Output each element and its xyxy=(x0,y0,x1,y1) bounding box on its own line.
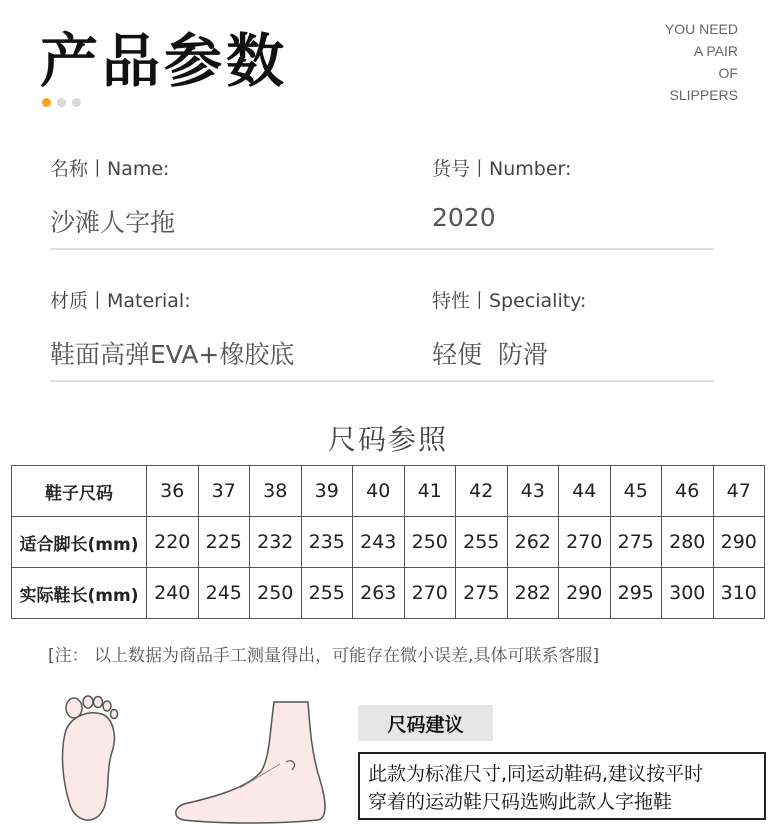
table-cell: 225 xyxy=(198,517,250,568)
foot-side-icon xyxy=(170,700,330,825)
speciality-field xyxy=(432,286,586,371)
material-value: 鞋面高弹EVA+橡胶底 xyxy=(50,340,295,369)
table-row xyxy=(12,517,765,568)
table-cell: 300 xyxy=(662,568,714,619)
table-cell: 232 xyxy=(250,517,302,568)
material-label: 材质丨Material: xyxy=(50,290,191,312)
table-cell: 240 xyxy=(147,568,199,619)
table-cell: 40 xyxy=(353,466,405,517)
divider xyxy=(50,380,714,382)
table-cell: 310 xyxy=(713,568,765,619)
pagination-dots xyxy=(42,98,81,107)
table-cell: 42 xyxy=(456,466,508,517)
foot-sole-icon xyxy=(54,690,124,830)
size-table xyxy=(11,465,765,619)
table-cell: 295 xyxy=(610,568,662,619)
tagline xyxy=(665,18,738,106)
table-cell: 46 xyxy=(662,466,714,517)
table-cell: 245 xyxy=(198,568,250,619)
table-cell: 255 xyxy=(301,568,353,619)
row-header: 实际鞋长(mm) xyxy=(12,568,147,619)
name-field xyxy=(50,154,175,239)
tagline-line: A PAIR xyxy=(693,43,738,59)
tagline-line: SLIPPERS xyxy=(669,87,738,103)
table-cell: 39 xyxy=(301,466,353,517)
table-cell: 220 xyxy=(147,517,199,568)
table-cell: 235 xyxy=(301,517,353,568)
tagline-line: OF xyxy=(718,65,738,81)
table-cell: 41 xyxy=(404,466,456,517)
size-note: [注： 以上数据为商品手工测量得出，可能存在微小误差,具体可联系客服] xyxy=(48,646,600,666)
row-header: 鞋子尺码 xyxy=(12,466,147,517)
material-field xyxy=(50,286,294,371)
table-cell: 270 xyxy=(559,517,611,568)
number-value: 2020 xyxy=(432,203,496,232)
dot-active xyxy=(42,98,51,107)
table-cell: 255 xyxy=(456,517,508,568)
speciality-value: 轻便 防滑 xyxy=(432,340,548,369)
table-cell: 275 xyxy=(456,568,508,619)
table-cell: 44 xyxy=(559,466,611,517)
advice-tag: 尺码建议 xyxy=(358,705,493,741)
row-header: 适合脚长(mm) xyxy=(12,517,147,568)
table-cell: 250 xyxy=(404,517,456,568)
dot xyxy=(72,98,81,107)
table-cell: 47 xyxy=(713,466,765,517)
divider xyxy=(50,248,714,250)
table-cell: 36 xyxy=(147,466,199,517)
tagline-line: YOU NEED xyxy=(664,21,738,37)
name-value: 沙滩人字拖 xyxy=(50,208,176,237)
name-label: 名称丨Name: xyxy=(50,158,170,180)
table-cell: 270 xyxy=(404,568,456,619)
table-cell: 280 xyxy=(662,517,714,568)
advice-box xyxy=(358,752,766,820)
table-row xyxy=(12,568,765,619)
advice-line: 此款为标准尺寸,同运动鞋码,建议按平时 xyxy=(368,763,704,785)
speciality-label: 特性丨Speciality: xyxy=(432,290,587,312)
table-cell: 45 xyxy=(610,466,662,517)
table-cell: 250 xyxy=(250,568,302,619)
size-chart-title: 尺码参照 xyxy=(327,423,448,456)
table-cell: 290 xyxy=(713,517,765,568)
table-cell: 262 xyxy=(507,517,559,568)
table-row xyxy=(12,466,765,517)
advice-line: 穿着的运动鞋尺码选购此款人字拖鞋 xyxy=(368,791,673,813)
table-cell: 43 xyxy=(507,466,559,517)
table-cell: 263 xyxy=(353,568,405,619)
table-cell: 290 xyxy=(559,568,611,619)
number-label: 货号丨Number: xyxy=(432,158,572,180)
page-title: 产品参数 xyxy=(40,27,289,95)
table-cell: 275 xyxy=(610,517,662,568)
table-cell: 282 xyxy=(507,568,559,619)
number-field xyxy=(432,154,571,232)
dot xyxy=(57,98,66,107)
table-cell: 243 xyxy=(353,517,405,568)
table-cell: 37 xyxy=(198,466,250,517)
table-cell: 38 xyxy=(250,466,302,517)
